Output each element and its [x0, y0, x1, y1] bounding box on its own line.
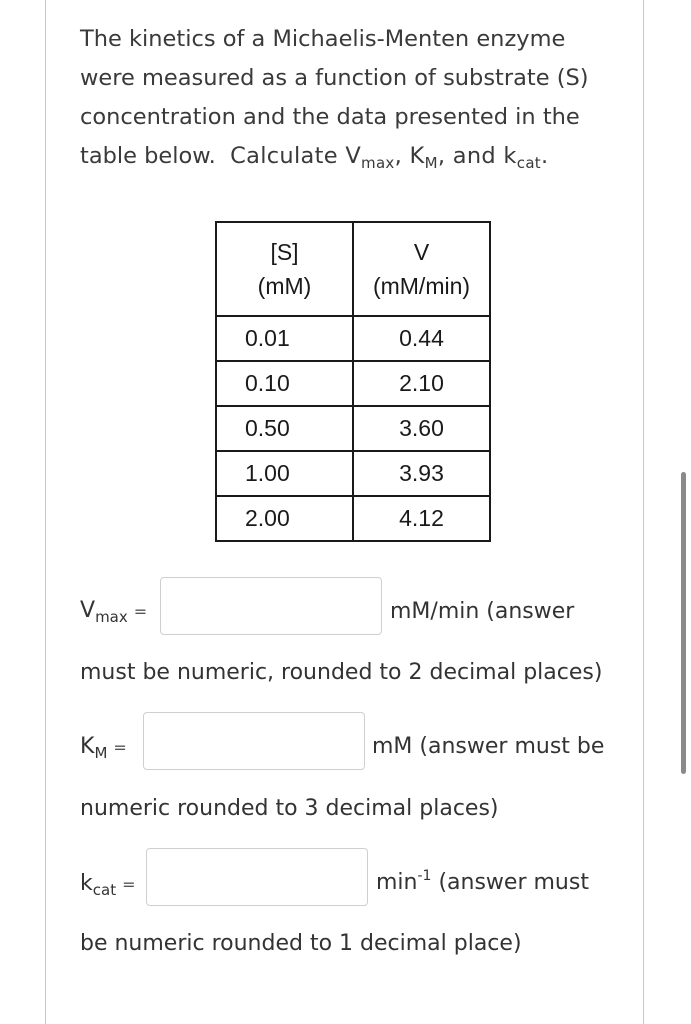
- cell-substrate: 0.50: [216, 406, 353, 451]
- cell-substrate: 0.01: [216, 316, 353, 361]
- km-label-main: K: [80, 734, 95, 759]
- vmax-subscript: max: [361, 154, 395, 172]
- kcat-label: [80, 871, 136, 899]
- kcat-unit-sup: -1: [417, 868, 432, 884]
- kcat-equals: =: [122, 875, 136, 894]
- km-label: [80, 734, 127, 762]
- question-line-1: The kinetics of a Michaelis-Menten enzyme: [80, 26, 566, 52]
- kcat-unit-text: [376, 870, 589, 895]
- kinetics-data-table: [215, 221, 491, 542]
- table-header-row: [216, 222, 490, 316]
- header-substrate: [216, 222, 353, 316]
- km-equals: =: [113, 738, 127, 757]
- header-substrate-unit: (mM): [257, 273, 312, 299]
- vmax-label-sub: max: [95, 608, 128, 626]
- kcat-subscript: cat: [516, 154, 541, 172]
- table-row: [216, 361, 490, 406]
- km-unit-text: mM (answer must be: [372, 734, 605, 759]
- question-line-3: concentration and the data presented in the: [80, 104, 580, 130]
- question-line-4: [80, 137, 600, 176]
- vmax-equals: =: [133, 602, 148, 621]
- cell-velocity: 2.10: [353, 361, 490, 406]
- question-line-2: were measured as a function of substrate (S): [80, 65, 589, 91]
- header-substrate-top: [S]: [270, 239, 299, 265]
- table-row: [216, 316, 490, 361]
- vmax-label: [80, 598, 148, 626]
- header-velocity-unit: (mM/min): [372, 273, 471, 299]
- vmax-unit-text: mM/min (answer: [390, 599, 575, 624]
- kcat-unit-rest: (answer must: [431, 870, 589, 895]
- question-line-4-prefix: table below.: [80, 143, 216, 169]
- table-row: [216, 451, 490, 496]
- calc-text: Calculate V: [230, 143, 362, 169]
- cell-velocity: 3.93: [353, 451, 490, 496]
- kcat-label-main: k: [80, 871, 93, 896]
- header-velocity-top: V: [413, 239, 430, 265]
- km-label-sub: M: [94, 744, 108, 762]
- question-text: [80, 20, 600, 176]
- vmax-label-main: V: [80, 598, 96, 623]
- km-answer-input[interactable]: [143, 712, 365, 770]
- table-row: [216, 406, 490, 451]
- table-row: [216, 496, 490, 541]
- scrollbar-thumb[interactable]: [681, 472, 686, 774]
- cell-velocity: 3.60: [353, 406, 490, 451]
- cell-velocity: 0.44: [353, 316, 490, 361]
- kcat-instruction: be numeric rounded to 1 decimal place): [80, 931, 522, 956]
- cell-velocity: 4.12: [353, 496, 490, 541]
- kcat-label-sub: cat: [92, 881, 117, 899]
- kcat-text: , and k: [437, 143, 517, 169]
- vmax-instruction: must be numeric, rounded to 2 decimal places): [80, 660, 603, 685]
- km-subscript: M: [424, 154, 438, 172]
- header-velocity: [353, 222, 490, 316]
- calc-end: .: [541, 143, 549, 169]
- cell-substrate: 0.10: [216, 361, 353, 406]
- calculate-instruction: [230, 143, 549, 172]
- km-text: , K: [394, 143, 425, 169]
- cell-substrate: 2.00: [216, 496, 353, 541]
- vmax-answer-input[interactable]: [160, 577, 382, 635]
- cell-substrate: 1.00: [216, 451, 353, 496]
- km-instruction: numeric rounded to 3 decimal places): [80, 796, 499, 821]
- kcat-unit-main: min: [376, 870, 418, 895]
- kcat-answer-input[interactable]: [146, 848, 368, 906]
